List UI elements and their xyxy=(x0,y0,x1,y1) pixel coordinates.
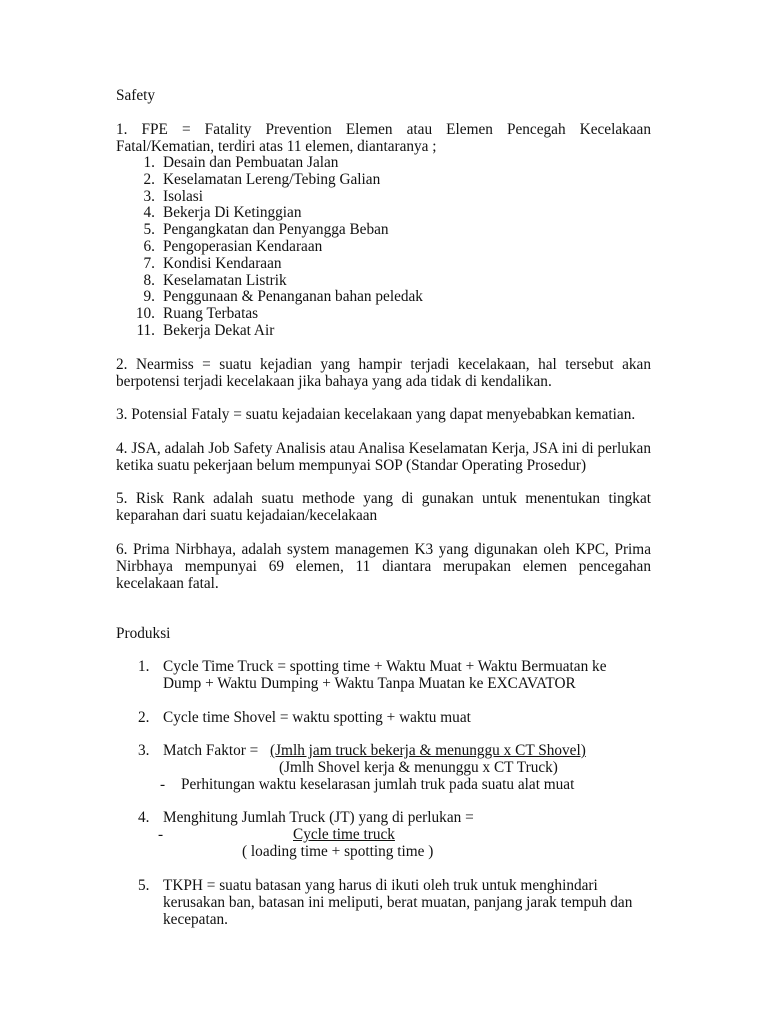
fpe-item-number: 5. xyxy=(143,221,155,239)
fpe-item-number: 8. xyxy=(143,271,155,289)
list-number: 1. xyxy=(138,658,150,675)
fpe-item-number: 7. xyxy=(143,254,155,272)
fpe-item-number: 6. xyxy=(143,238,155,255)
jumlah-truck-numerator: Cycle time truck xyxy=(293,826,395,843)
tkph-line2: kerusakan ban, batasan ini meliputi, berat muatan, panjang jarak tempuh dan xyxy=(163,894,633,911)
fpe-item-number: 10. xyxy=(135,305,155,323)
tkph-line3: kecepatan. xyxy=(163,911,228,928)
list-number: 2. xyxy=(138,709,150,726)
tkph-line1: TKPH = suatu batasan yang harus di ikuti oleh truk untuk menghindari xyxy=(163,877,598,894)
fpe-item-number: 1. xyxy=(143,154,155,171)
fpe-item-number: 9. xyxy=(143,288,155,306)
fpe-item-text: Ruang Terbatas xyxy=(163,305,259,323)
fpe-item-text: Keselamatan Lereng/Tebing Galian xyxy=(163,170,381,188)
fpe-item-text: Keselamatan Listrik xyxy=(163,271,287,289)
bullet-dash: - xyxy=(158,826,164,843)
match-faktor-label: Match Faktor = xyxy=(163,742,259,759)
fpe-item-text: Bekerja Di Ketinggian xyxy=(163,204,302,222)
match-faktor-numerator: (Jmlh jam truck bekerja & menunggu x CT Shovel) xyxy=(270,742,586,759)
fpe-item-text: Kondisi Kendaraan xyxy=(163,254,282,272)
fpe-item-text: Isolasi xyxy=(163,187,203,205)
cycle-time-shovel: Cycle time Shovel = waktu spotting + waktu muat xyxy=(163,709,471,726)
fpe-item-number: 3. xyxy=(143,187,155,205)
fpe-item-text: Penggunaan & Penanganan bahan peledak xyxy=(163,288,423,306)
bullet-dash: - xyxy=(160,776,166,793)
cycle-time-truck-line2: Dump + Waktu Dumping + Waktu Tanpa Muatan ke EXCAVATOR xyxy=(163,675,576,692)
potensial-fataly-paragraph: 3. Potensial Fataly = suatu kejadaian kecelakaan yang dapat menyebabkan kematian. xyxy=(116,406,636,423)
fpe-item-text: Pengangkatan dan Penyangga Beban xyxy=(163,221,389,239)
list-number: 5. xyxy=(138,877,150,894)
section-heading-produksi: Produksi xyxy=(116,625,171,642)
nearmiss-paragraph: 2. Nearmiss = suatu kejadian yang hampir terjadi kecelakaan, hal tersebut akan berpotensi terjadi kecelakaan jika bahaya yang ada tidak di kendalikan. xyxy=(116,356,651,390)
fpe-item-number: 2. xyxy=(143,170,155,188)
list-number: 4. xyxy=(138,809,150,826)
match-faktor-denominator: (Jmlh Shovel kerja & menunggu x CT Truck) xyxy=(279,759,558,776)
section-heading-safety: Safety xyxy=(116,87,156,104)
jumlah-truck-text: Menghitung Jumlah Truck (JT) yang di perlukan = xyxy=(163,809,474,826)
fpe-paragraph: 1. FPE = Fatality Prevention Elemen atau Elemen Pencegah Kecelakaan Fatal/Kematian, terdiri atas 11 elemen, diantaranya ; xyxy=(116,121,651,155)
fpe-item-text: Desain dan Pembuatan Jalan xyxy=(163,154,339,171)
prima-nirbhaya-paragraph: 6. Prima Nirbhaya, adalah system managemen K3 yang digunakan oleh KPC, Prima Nirbhaya mempunyai 69 elemen, 11 diantara merupakan elemen pencegahan kecelakaan fatal. xyxy=(116,541,651,592)
fpe-item-text: Pengoperasian Kendaraan xyxy=(163,238,323,255)
cycle-time-truck-line1: Cycle Time Truck = spotting time + Waktu Muat + Waktu Bermuatan ke xyxy=(163,658,607,675)
risk-rank-paragraph: 5. Risk Rank adalah suatu methode yang di gunakan untuk menentukan tingkat keparahan dari suatu kejadaian/kecelakaan xyxy=(116,490,651,524)
fpe-item-number: 11. xyxy=(136,322,155,339)
jsa-paragraph: 4. JSA, adalah Job Safety Analisis atau Analisa Keselamatan Kerja, JSA ini di perlukan ketika suatu pekerjaan belum mempunyai SOP (Standar Operating Prosedur) xyxy=(116,440,651,474)
fpe-item-text: Bekerja Dekat Air xyxy=(163,322,275,339)
fpe-item-number: 4. xyxy=(143,204,155,222)
match-faktor-note: Perhitungan waktu keselarasan jumlah truk pada suatu alat muat xyxy=(181,776,575,793)
list-number: 3. xyxy=(138,742,150,759)
jumlah-truck-denominator: ( loading time + spotting time ) xyxy=(242,843,434,860)
